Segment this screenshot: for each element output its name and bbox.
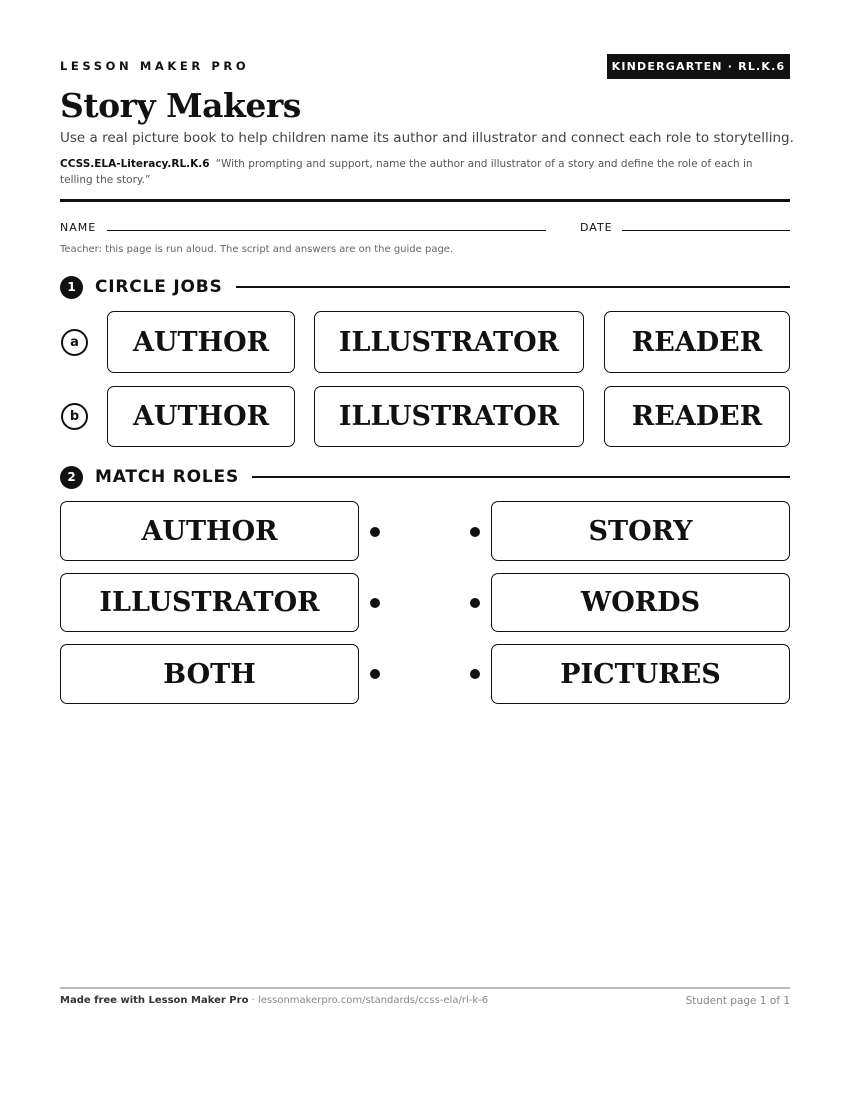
- circle-option-author-a[interactable]: AUTHOR: [107, 311, 295, 373]
- footer-made-with: Made free with Lesson Maker Pro: [60, 995, 249, 1006]
- match-left-dot-2[interactable]: [370, 598, 380, 608]
- section-1-number: 1: [60, 276, 83, 299]
- match-right-words[interactable]: WORDS: [491, 573, 790, 632]
- standard-statement: [60, 156, 780, 188]
- match-left-dot-1[interactable]: [370, 527, 380, 537]
- name-label: NAME: [60, 221, 97, 234]
- page-indicator: Student page 1 of 1: [685, 995, 790, 1007]
- row-a-letter: a: [61, 329, 88, 356]
- match-right-dot-3[interactable]: [470, 669, 480, 679]
- match-left-illustrator[interactable]: ILLUSTRATOR: [60, 573, 359, 632]
- section-1-header: [60, 275, 790, 299]
- match-right-dot-2[interactable]: [470, 598, 480, 608]
- section-2-rule: [252, 476, 790, 478]
- section-2-title: MATCH ROLES: [95, 467, 240, 487]
- match-left-dot-3[interactable]: [370, 669, 380, 679]
- date-label: DATE: [580, 221, 613, 234]
- match-left-author[interactable]: AUTHOR: [60, 501, 359, 561]
- section-2-header: [60, 465, 790, 489]
- footer-url[interactable]: lessonmakerpro.com/standards/ccss-ela/rl-k-6: [257, 995, 489, 1006]
- standard-text: “With prompting and support, name the author and illustrator of a story and define the role of each in telling the story.”: [60, 158, 753, 186]
- page-subtitle: Use a real picture book to help children name its author and illustrator and connect each role to storytelling.: [60, 130, 794, 146]
- footer-credit: Made free with Lesson Maker Pro · lessonmakerpro.com/standards/ccss-ela/rl-k-6: [60, 995, 489, 1006]
- name-field[interactable]: [107, 230, 546, 231]
- circle-option-reader-b[interactable]: READER: [604, 386, 790, 447]
- circle-option-reader-a[interactable]: READER: [604, 311, 790, 373]
- section-1-rule: [236, 286, 790, 288]
- teacher-note: Teacher: this page is run aloud. The script and answers are on the guide page.: [60, 244, 454, 255]
- circle-option-illustrator-b[interactable]: ILLUSTRATOR: [314, 386, 584, 447]
- match-right-pictures[interactable]: PICTURES: [491, 644, 790, 704]
- standard-code: CCSS.ELA-Literacy.RL.K.6: [60, 158, 210, 170]
- date-field[interactable]: [622, 230, 790, 231]
- brand-name: LESSON MAKER PRO: [60, 59, 250, 73]
- match-right-dot-1[interactable]: [470, 527, 480, 537]
- row-b-letter: b: [61, 403, 88, 430]
- page-title: Story Makers: [60, 86, 301, 125]
- match-left-both[interactable]: BOTH: [60, 644, 359, 704]
- circle-option-author-b[interactable]: AUTHOR: [107, 386, 295, 447]
- footer-divider: [60, 987, 790, 989]
- grade-badge: KINDERGARTEN · RL.K.6: [607, 54, 790, 79]
- section-1-title: CIRCLE JOBS: [95, 277, 223, 297]
- match-right-story[interactable]: STORY: [491, 501, 790, 561]
- section-2-number: 2: [60, 466, 83, 489]
- header-divider: [60, 199, 790, 202]
- circle-option-illustrator-a[interactable]: ILLUSTRATOR: [314, 311, 584, 373]
